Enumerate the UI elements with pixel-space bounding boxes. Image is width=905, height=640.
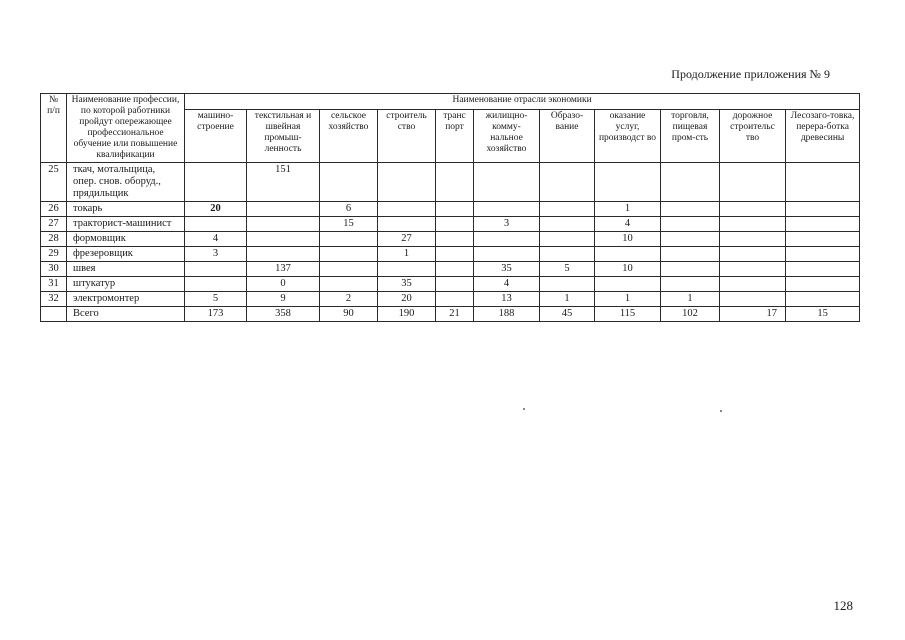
table-cell: 1 bbox=[661, 292, 720, 307]
sector-group-header: Наименование отрасли экономики bbox=[185, 94, 860, 110]
table-cell: 1 bbox=[540, 292, 595, 307]
table-cell bbox=[786, 277, 860, 292]
table-cell bbox=[378, 162, 436, 201]
table-cell bbox=[540, 216, 595, 231]
table-cell bbox=[786, 292, 860, 307]
table-cell bbox=[661, 216, 720, 231]
table-cell bbox=[320, 246, 378, 261]
profession-name: швея bbox=[67, 261, 185, 276]
table-cell bbox=[436, 292, 474, 307]
total-cell: 45 bbox=[540, 307, 595, 322]
table-cell bbox=[436, 216, 474, 231]
row-number: 31 bbox=[41, 277, 67, 292]
total-cell: 17 bbox=[720, 307, 786, 322]
table-cell bbox=[661, 246, 720, 261]
profession-name: ткач, мотальщица, опер. снов. оборуд., прядильщик bbox=[67, 162, 185, 201]
table-cell bbox=[320, 277, 378, 292]
table-cell bbox=[474, 246, 540, 261]
table-cell: 5 bbox=[185, 292, 247, 307]
sector-header: машино-строение bbox=[185, 109, 247, 162]
table-cell bbox=[247, 216, 320, 231]
table-cell: 1 bbox=[378, 246, 436, 261]
table-cell: 15 bbox=[320, 216, 378, 231]
table-cell bbox=[720, 277, 786, 292]
table-cell: 27 bbox=[378, 231, 436, 246]
table-row bbox=[41, 201, 860, 216]
total-row bbox=[41, 307, 860, 322]
table-cell: 3 bbox=[185, 246, 247, 261]
table-cell: 9 bbox=[247, 292, 320, 307]
table-cell bbox=[320, 162, 378, 201]
row-number: 29 bbox=[41, 246, 67, 261]
table-cell bbox=[185, 162, 247, 201]
sector-header: Лесозаго-товка, перера-ботка древесины bbox=[786, 109, 860, 162]
table-cell: 13 bbox=[474, 292, 540, 307]
table-cell bbox=[540, 162, 595, 201]
table-cell bbox=[540, 246, 595, 261]
table-cell bbox=[320, 231, 378, 246]
sector-header: Образо-вание bbox=[540, 109, 595, 162]
table-cell bbox=[185, 216, 247, 231]
table-cell bbox=[786, 216, 860, 231]
table-row bbox=[41, 261, 860, 276]
total-cell: 190 bbox=[378, 307, 436, 322]
total-cell: 115 bbox=[595, 307, 661, 322]
sector-header: строитель ство bbox=[378, 109, 436, 162]
table-cell: 35 bbox=[378, 277, 436, 292]
table-cell bbox=[595, 277, 661, 292]
sector-training-table bbox=[40, 93, 860, 322]
table-cell bbox=[436, 246, 474, 261]
total-cell: 21 bbox=[436, 307, 474, 322]
table-row bbox=[41, 162, 860, 201]
sector-header: дорожное строительс тво bbox=[720, 109, 786, 162]
total-label: Всего bbox=[67, 307, 185, 322]
table-header-row bbox=[41, 94, 860, 110]
table-body bbox=[41, 162, 860, 322]
table-cell: 4 bbox=[185, 231, 247, 246]
sector-header: жилищно-комму-нальное хозяйство bbox=[474, 109, 540, 162]
total-cell: 358 bbox=[247, 307, 320, 322]
table-cell bbox=[540, 231, 595, 246]
profession-name: электромонтер bbox=[67, 292, 185, 307]
sector-header: транс порт bbox=[436, 109, 474, 162]
table-cell: 10 bbox=[595, 231, 661, 246]
table-cell bbox=[720, 246, 786, 261]
col-profession-header: Наименование профессии, по которой работники пройдут опережающее профессиональное обучение или повышение квалификации bbox=[67, 94, 185, 163]
table-cell bbox=[540, 201, 595, 216]
table-cell bbox=[378, 201, 436, 216]
table-cell bbox=[247, 201, 320, 216]
table-row bbox=[41, 292, 860, 307]
table-cell bbox=[436, 261, 474, 276]
table-cell bbox=[786, 246, 860, 261]
page-number: 128 bbox=[833, 598, 853, 613]
table-cell bbox=[786, 201, 860, 216]
total-cell: 15 bbox=[786, 307, 860, 322]
table-cell bbox=[720, 261, 786, 276]
table-cell: 6 bbox=[320, 201, 378, 216]
table-cell bbox=[661, 261, 720, 276]
sector-header: оказание услуг, производст во bbox=[595, 109, 661, 162]
table-cell bbox=[436, 201, 474, 216]
table-cell bbox=[247, 246, 320, 261]
row-number: 30 bbox=[41, 261, 67, 276]
table-cell bbox=[247, 231, 320, 246]
table-cell bbox=[540, 277, 595, 292]
table-cell: 3 bbox=[474, 216, 540, 231]
total-number-cell bbox=[41, 307, 67, 322]
table-cell: 35 bbox=[474, 261, 540, 276]
continuation-title: Продолжение приложения № 9 bbox=[671, 67, 830, 81]
table-cell: 137 bbox=[247, 261, 320, 276]
profession-name: формовщик bbox=[67, 231, 185, 246]
table-cell bbox=[320, 261, 378, 276]
table-cell bbox=[474, 201, 540, 216]
col-number-header: № п/п bbox=[41, 94, 67, 163]
table-row bbox=[41, 216, 860, 231]
table-cell bbox=[474, 231, 540, 246]
sector-header: торговля, пищевая пром-сть bbox=[661, 109, 720, 162]
profession-name: штукатур bbox=[67, 277, 185, 292]
row-number: 27 bbox=[41, 216, 67, 231]
row-number: 32 bbox=[41, 292, 67, 307]
table-cell bbox=[436, 231, 474, 246]
sector-header: текстильная и швейная промыш-ленность bbox=[247, 109, 320, 162]
table-cell: 1 bbox=[595, 201, 661, 216]
table-cell bbox=[436, 162, 474, 201]
table-cell bbox=[720, 216, 786, 231]
table-cell bbox=[720, 162, 786, 201]
table-cell bbox=[661, 162, 720, 201]
table-cell: 1 bbox=[595, 292, 661, 307]
scan-speck bbox=[523, 408, 525, 410]
total-cell: 188 bbox=[474, 307, 540, 322]
table-cell bbox=[185, 277, 247, 292]
total-cell: 90 bbox=[320, 307, 378, 322]
table-cell: 4 bbox=[595, 216, 661, 231]
table-cell bbox=[595, 246, 661, 261]
table-cell bbox=[378, 216, 436, 231]
table-cell: 5 bbox=[540, 261, 595, 276]
table-cell: 20 bbox=[378, 292, 436, 307]
table-cell bbox=[786, 162, 860, 201]
table-cell: 20 bbox=[185, 201, 247, 216]
row-number: 25 bbox=[41, 162, 67, 201]
table-row bbox=[41, 277, 860, 292]
table-cell bbox=[720, 292, 786, 307]
profession-name: токарь bbox=[67, 201, 185, 216]
table-cell: 4 bbox=[474, 277, 540, 292]
row-number: 26 bbox=[41, 201, 67, 216]
table-cell bbox=[661, 201, 720, 216]
scan-speck bbox=[720, 410, 722, 412]
total-cell: 173 bbox=[185, 307, 247, 322]
table-cell bbox=[474, 162, 540, 201]
table-cell: 151 bbox=[247, 162, 320, 201]
profession-name: тракторист-машинист bbox=[67, 216, 185, 231]
table-cell bbox=[436, 277, 474, 292]
table-cell bbox=[661, 277, 720, 292]
table-cell: 10 bbox=[595, 261, 661, 276]
table-cell: 0 bbox=[247, 277, 320, 292]
table-cell bbox=[185, 261, 247, 276]
table-row bbox=[41, 246, 860, 261]
table-cell: 2 bbox=[320, 292, 378, 307]
table-cell bbox=[720, 231, 786, 246]
profession-name: фрезеровщик bbox=[67, 246, 185, 261]
table-cell bbox=[661, 231, 720, 246]
table-cell bbox=[786, 231, 860, 246]
row-number: 28 bbox=[41, 231, 67, 246]
table-cell bbox=[378, 261, 436, 276]
total-cell: 102 bbox=[661, 307, 720, 322]
sector-header: сельское хозяйство bbox=[320, 109, 378, 162]
table-cell bbox=[786, 261, 860, 276]
table-row bbox=[41, 231, 860, 246]
table-cell bbox=[720, 201, 786, 216]
table-cell bbox=[595, 162, 661, 201]
